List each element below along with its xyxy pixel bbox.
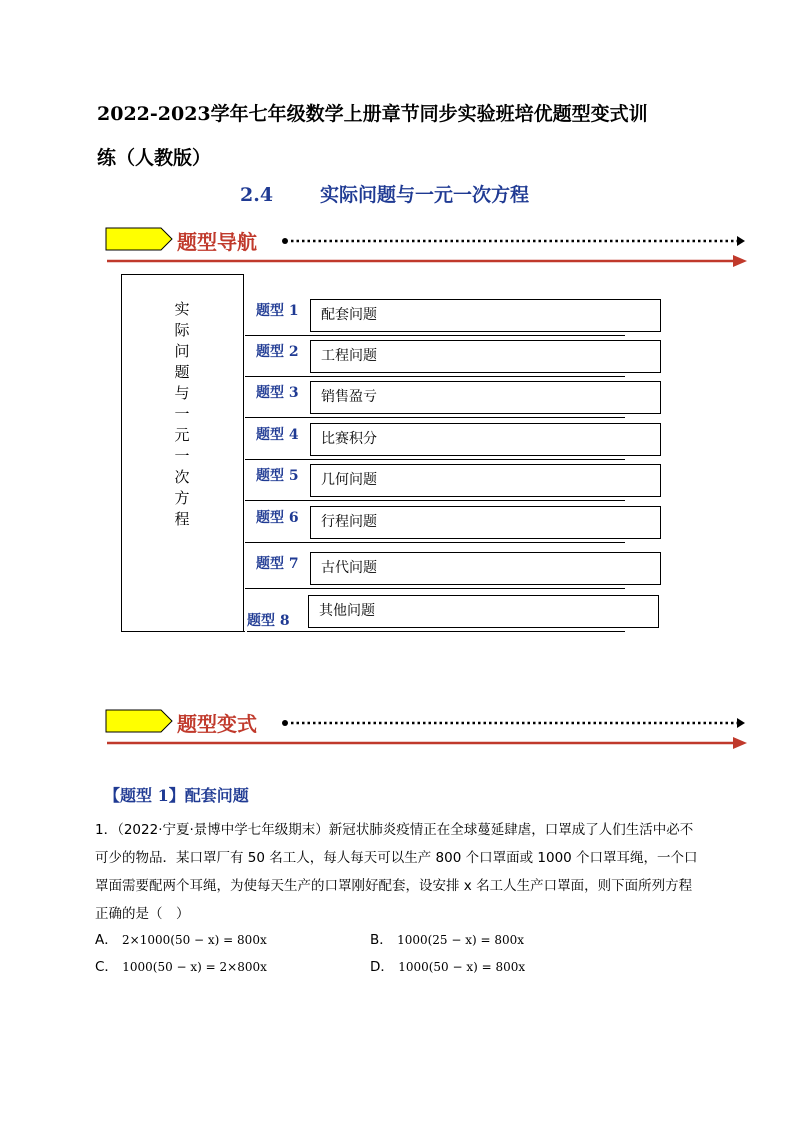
type-name: 工程问题 bbox=[321, 348, 377, 364]
nav-vertical-char: 实 bbox=[174, 300, 190, 318]
section-subtitle bbox=[240, 180, 529, 207]
nav-box-bottom-line bbox=[203, 631, 245, 632]
nav-vertical-char: 程 bbox=[174, 510, 190, 528]
arrow-red-icon bbox=[733, 255, 747, 267]
nav-title-box bbox=[121, 274, 244, 632]
type-underline bbox=[245, 500, 625, 501]
nav-vertical-char: 一 bbox=[174, 405, 190, 423]
type-box-5 bbox=[310, 464, 661, 497]
option-expression: 1000(25 − x) = 800x bbox=[397, 933, 525, 947]
option-a bbox=[95, 928, 267, 948]
arrow-small-icon bbox=[737, 236, 745, 246]
section-title: 实际问题与一元一次方程 bbox=[320, 184, 530, 206]
option-letter: A． bbox=[95, 932, 118, 948]
title-line-2: 练（人教版） bbox=[97, 147, 212, 169]
option-expression: 1000(50 − x) = 800x bbox=[398, 960, 526, 974]
variant-banner bbox=[105, 708, 755, 753]
type-name: 销售盈亏 bbox=[321, 389, 377, 405]
type-underline bbox=[245, 542, 625, 543]
type-name: 行程问题 bbox=[321, 514, 377, 530]
option-c bbox=[95, 955, 267, 975]
arrow-small-icon bbox=[737, 718, 745, 728]
dot-marker-icon bbox=[282, 238, 288, 244]
title-line-1: 2022-2023学年七年级数学上册章节同步实验班培优题型变式训 bbox=[97, 103, 648, 125]
nav-vertical-char: 题 bbox=[174, 363, 190, 381]
type-label-6: 题型 6 bbox=[256, 510, 299, 526]
document-title bbox=[97, 92, 707, 180]
option-letter: C． bbox=[95, 959, 118, 975]
type-underline bbox=[245, 376, 625, 377]
option-letter: B． bbox=[370, 932, 393, 948]
nav-vertical-char: 次 bbox=[174, 468, 190, 486]
type-box-2 bbox=[310, 340, 661, 373]
type-label-4: 题型 4 bbox=[256, 427, 299, 443]
type-name: 配套问题 bbox=[321, 307, 377, 323]
type-box-8 bbox=[308, 595, 659, 628]
nav-vertical-char: 际 bbox=[174, 321, 190, 339]
type-underline bbox=[245, 417, 625, 418]
option-letter: D． bbox=[370, 959, 394, 975]
option-expression: 1000(50 − x) = 2×800x bbox=[122, 960, 267, 974]
type-underline bbox=[245, 459, 625, 460]
nav-vertical-char: 元 bbox=[174, 426, 190, 444]
option-expression: 2×1000(50 − x) = 800x bbox=[122, 933, 267, 947]
option-d bbox=[370, 955, 525, 975]
type-name: 几何问题 bbox=[321, 472, 377, 488]
arrow-red-icon bbox=[733, 737, 747, 749]
nav-vertical-char: 与 bbox=[174, 384, 190, 402]
yellow-tag-icon bbox=[106, 710, 172, 732]
variant-banner-label: 题型变式 bbox=[177, 712, 257, 736]
type-underline bbox=[245, 588, 625, 589]
option-b bbox=[370, 928, 524, 948]
nav-vertical-char: 方 bbox=[174, 489, 190, 507]
question-text: 1．（2022·宁夏·景博中学七年级期末）新冠状肺炎疫情正在全球蔓延肆虐，口罩成了人们生活中必不可少的物品．某口罩厂有 50 名工人，每人每天可以生产 800 个口罩面或 1000 个口罩耳绳，一个口罩面需要配两个耳绳，为使每天生产的口罩刚好配套，设安排 x 名工人生产口罩面，则下面所列方程正确的是（ ） bbox=[95, 822, 698, 922]
type-label-5: 题型 5 bbox=[256, 468, 299, 484]
dot-marker-icon bbox=[282, 720, 288, 726]
type-box-3 bbox=[310, 381, 661, 414]
nav-banner-label: 题型导航 bbox=[177, 230, 257, 254]
type-underline bbox=[247, 631, 625, 632]
nav-banner bbox=[105, 226, 755, 271]
type-box-1 bbox=[310, 299, 661, 332]
yellow-tag-icon bbox=[106, 228, 172, 250]
type-name: 其他问题 bbox=[319, 603, 375, 619]
nav-vertical-char: 问 bbox=[174, 342, 190, 360]
type-box-7 bbox=[310, 552, 661, 585]
type-box-6 bbox=[310, 506, 661, 539]
type-label-1: 题型 1 bbox=[256, 303, 299, 319]
type-box-4 bbox=[310, 423, 661, 456]
nav-vertical-char: 一 bbox=[174, 447, 190, 465]
section-number: 2.4 bbox=[240, 184, 274, 206]
type-name: 古代问题 bbox=[321, 560, 377, 576]
nav-vertical-title bbox=[172, 299, 192, 530]
type-label-2: 题型 2 bbox=[256, 344, 299, 360]
type-label-7: 题型 7 bbox=[256, 556, 299, 572]
type-underline bbox=[245, 335, 625, 336]
type-label-3: 题型 3 bbox=[256, 385, 299, 401]
section-heading: 【题型 1】配套问题 bbox=[104, 786, 249, 805]
type-name: 比赛积分 bbox=[321, 431, 377, 447]
type-label-8: 题型 8 bbox=[247, 613, 290, 629]
